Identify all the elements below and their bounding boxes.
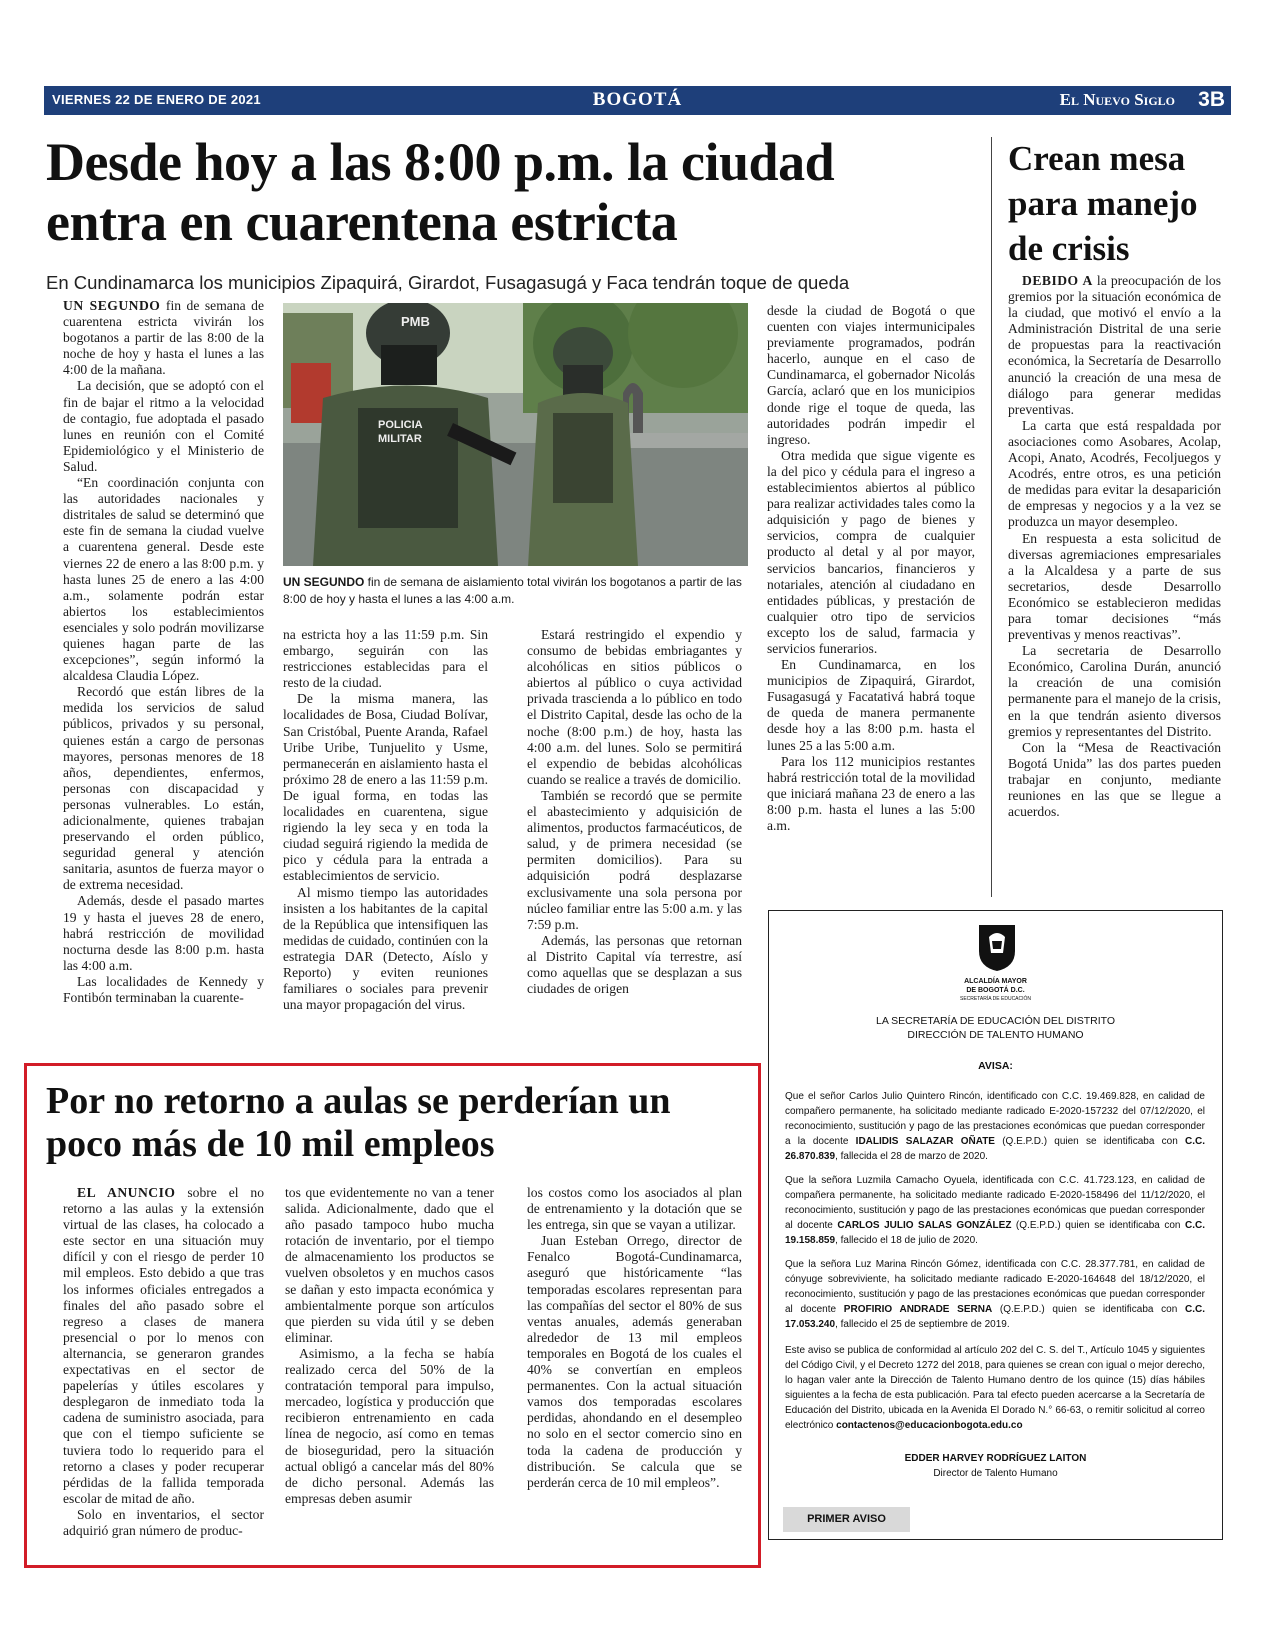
helmet-text: PMB bbox=[401, 314, 430, 329]
section-title: BOGOTÁ bbox=[592, 89, 683, 110]
main-article-column-4 bbox=[767, 303, 975, 834]
page-number: 3B bbox=[1198, 88, 1225, 111]
caption-lead: UN SEGUNDO bbox=[283, 575, 365, 589]
notice-avisa: AVISA: bbox=[978, 1060, 1013, 1072]
second-article-column-3 bbox=[527, 1185, 742, 1491]
paragraph: Asimismo, a la fecha se había realizado cerca del 50% de la contratación temporal para impulso, mercadeo, logística y producción que recibieron entrenamiento en cada línea de negocio, así como en temas de bioseguridad, pero la situación actual obligó a cancelar más del 80% de dicho personal. Además las empresas deben asumir bbox=[285, 1345, 494, 1506]
vest-text-line1: POLICIA bbox=[378, 419, 423, 431]
paragraph: Para los 112 municipios restantes habrá restricción total de la movilidad que iniciará mañana 23 de enero a las 8:00 p.m. hasta el lunes a las 5:00 a.m. bbox=[767, 753, 975, 833]
paragraph: Además, las personas que retornan al Distrito Capital vía terrestre, así como aquellas que se desplazan a sus ciudades de origen bbox=[527, 932, 742, 997]
notice-signer: EDDER HARVEY RODRÍGUEZ LAITON bbox=[904, 1453, 1087, 1464]
side-article-body bbox=[1008, 273, 1221, 820]
lead-words: UN SEGUNDO bbox=[63, 298, 161, 313]
paragraph: los costos como los asociados al plan de entrenamiento y la dotación que se les entrega, sin que se vayan a utilizar. bbox=[527, 1185, 742, 1233]
paragraph: Con la “Mesa de Reactivación Bogotá Unida” las dos partes pueden trabajar en conjunto, mediante reuniones en las que se llegue a acuerdos. bbox=[1008, 739, 1221, 820]
alcaldia-label bbox=[769, 977, 1222, 995]
paragraph: Además, desde el pasado martes 19 y hasta el jueves 28 de enero, habrá restricción de movilidad nocturna desde las 8:00 p.m. hasta las 4:00 a.m. bbox=[63, 893, 264, 973]
second-headline: Por no retorno a aulas se perderían un poco más de 10 mil empleos bbox=[46, 1080, 671, 1165]
paragraph: La carta que está respaldada por asociaciones como Asobares, Acolap, Acopi, Anato, Acodrés, Fecoljuegos y Acodrés, entre otros, es una petición de medidas para evitar la desaparición de empresas y negocios y a la vez se produzca un mayor desempleo. bbox=[1008, 417, 1221, 530]
paragraph: la preocupación de los gremios por la situación económica de la ciudad, que motivó el envío a la Administración Distrital de una serie de propuestas para la reactivación económica, la Secretaría de Desarrollo anunció la creación de una mesa de diálogo para generar medidas preventivas. bbox=[1008, 273, 1221, 417]
notice-paragraph-3: Que la señora Luz Marina Rincón Gómez, identificada con C.C. 28.377.781, en calidad de cónyuge sobreviviente, ha solicitado mediante radicado E-2020-164648 del 18/12/2020, el reconocimiento, sustitución y pago de las prestaciones económicas que puedan corresponder al docente PROFIRIO ANDRADE SERNA (Q.E.P.D.) quien se identificaba con C.C. 17.053.240, fallecido el 25 de septiembre de 2019. bbox=[785, 1259, 1205, 1330]
header-bar bbox=[44, 86, 1231, 115]
paragraph: También se recordó que se permite el abastecimiento y adquisición de alimentos, productos farmacéuticos, de salud, y de primera necesidad (se permiten domicilios). Para su adquisición podrá desplazarse exclusivamente una sola persona por núcleo familiar entre las 5:00 a.m. y las 7:59 p.m. bbox=[527, 787, 742, 932]
notice-paragraph-4: Este aviso se publica de conformidad al artículo 202 del C. S. del T., Artículo 1045 y siguientes del Código Civil, y el Decreto 1272 del 2018, para quienes se crean con igual o mejor derecho, lo hagan valer ante la Dirección de Talento Humano dentro de los quince (15) días hábiles siguientes a la fecha de esta publicación. Para tal efecto pueden acercarse a la Secretaría de Educación del Distrito, ubicada en la Avenida El Dorado N.° 66-63, o remitir solicitud al correo electrónico contactenos@educacionbogota.edu.co bbox=[785, 1345, 1205, 1431]
paragraph: na estricta hoy a las 11:59 p.m. Sin embargo, seguirán con las restricciones establecidas para el resto de la ciudad. bbox=[283, 627, 488, 691]
vest-text-line2: MILITAR bbox=[378, 433, 422, 445]
paragraph: En respuesta a esta solicitud de diversas agremiaciones empresariales a la Alcaldesa y a parte de sus secretarios, desde Desarrollo Económico se establecieron medidas para tomar decisiones “más preventivas y menos reactivas”. bbox=[1008, 530, 1221, 643]
soldiers-photo bbox=[283, 303, 748, 566]
notice-signer-title: Director de Talento Humano bbox=[933, 1468, 1058, 1479]
paragraph: tos que evidentemente no van a tener salida. Adicionalmente, dado que el año pasado tampoco hubo mucha rotación de inventario, por el tiempo de almacenamiento los productos se vuelven obsoletos y en muchos casos se dañan y esto impacta económica y ambientalmente porque son artículos que pierden su vida útil y se deben eliminar. bbox=[285, 1185, 494, 1345]
lead-words: EL ANUNCIO bbox=[77, 1185, 176, 1200]
paragraph: fin de semana de cuarentena estricta vivirán los bogotanos a partir de las 8:00 de la noche de hoy y hasta el lunes a las 4:00 de la mañana. bbox=[63, 298, 264, 378]
main-headline: Desde hoy a las 8:00 p.m. la ciudad entra en cuarentena estricta bbox=[46, 132, 835, 252]
lead-words: DEBIDO A bbox=[1022, 273, 1093, 288]
paragraph: Las localidades de Kennedy y Fontibón terminaban la cuarente- bbox=[63, 973, 264, 1006]
paragraph: Recordó que están libres de la medida los servicios de salud públicos, privados y su personal, quienes están a cargo de personas mayores, personas menores de 18 años, dependientes, enfermos, personas con discapacidad y personas vulnerables. Lo están, adicionalmente, quienes trabajan preservando el orden público, seguridad general y atención sanitaria, asuntos de fuerza mayor o de extrema necesidad. bbox=[63, 684, 264, 893]
issue-date: VIERNES 22 DE ENERO DE 2021 bbox=[52, 92, 261, 107]
paragraph: La decisión, que se adoptó con el fin de bajar el ritmo a la velocidad de contagio, fue adoptada el pasado lunes en reunión con el Comité Epidemiológico y el Ministerio de Salud. bbox=[63, 378, 264, 474]
paragraph: Solo en inventarios, el sector adquirió gran número de produc- bbox=[63, 1506, 264, 1538]
paragraph: De la misma manera, las localidades de Bosa, Ciudad Bolívar, San Cristóbal, Puente Aranda, Rafael Uribe Uribe, Tunjuelito y Usme, permanecerán en aislamiento hasta el próximo 28 de enero a las 11:59 p.m. De igual forma, en todas las localidades en cuarentena, sigue rigiendo la ley seca y en toda la ciudad seguirá rigiendo la medida de pico y cédula para la entrada a establecimientos de servicio. bbox=[283, 691, 488, 884]
column-divider bbox=[991, 137, 992, 897]
notice-email: contactenos@educacionbogota.edu.co bbox=[836, 1420, 1023, 1431]
paragraph: Otra medida que sigue vigente es la del pico y cédula para el ingreso a establecimientos abiertos al público para realizar actividades tales como la adquisición y pago de bienes y servicios, compra de cualquier producto al detal y al por mayor, servicios bancarios, financieros y notariales, atención al ciudadano en entidades públicas, y prestación de cualquier otro tipo de servicios excepto los de salud, farmacia y servicios funerarios. bbox=[767, 447, 975, 656]
paragraph: desde la ciudad de Bogotá o que cuenten con viajes intermunicipales previamente programados, podrán hacerlo, aunque en el caso de Cundinamarca, el gobernador Nicolás García, aclaró que en los municipios donde rige el toque de queda, las autoridades podrán impedir el ingreso. bbox=[767, 303, 975, 447]
paragraph: “En coordinación conjunta con las autoridades nacionales y distritales de salud se determinó que este fin de semana la ciudad vuelve a cuarentena general. Desde este viernes 22 de enero a las 8:00 p.m. y hasta lunes 25 de enero a las 4:00 a.m., solamente podrán estar abiertos los establecimientos esenciales y solo podrán movilizarse quienes hagan parte de las excepciones”, según informó la alcaldesa Claudia López. bbox=[63, 475, 264, 684]
main-subheadline: En Cundinamarca los municipios Zipaquirá, Girardot, Fusagasugá y Faca tendrán toque de queda bbox=[46, 272, 850, 293]
paragraph: La secretaria de Desarrollo Económico, Carolina Durán, anunció la creación de una comisión permanente para el manejo de la crisis, en la que tendrán asiento diversos gremios y representantes del Distrito. bbox=[1008, 643, 1221, 739]
main-article-column-1 bbox=[63, 298, 264, 1006]
official-notice bbox=[768, 910, 1223, 1540]
paragraph: En Cundinamarca, en los municipios de Zipaquirá, Girardot, Fusagasugá y Facatativá habrá toque de queda de manera permanente desde hoy a las 8:00 p.m. hasta el lunes 25 a las 5:00 a.m. bbox=[767, 657, 975, 753]
side-headline: Crean mesa para manejo de crisis bbox=[1008, 139, 1198, 268]
second-article-column-2 bbox=[285, 1185, 494, 1507]
main-article-column-2 bbox=[283, 627, 488, 1013]
notice-paragraph-2: Que la señora Luzmila Camacho Oyuela, identificada con C.C. 41.723.123, en calidad de compañera permanente, ha solicitado mediante radicado E-2020-158496 del 11/12/2020, el reconocimiento, sustitución y pago de las prestaciones económicas que puedan corresponder al docente CARLOS JULIO SALAS GONZÁLEZ (Q.E.P.D.) quien se identificaba con C.C. 19.158.859, fallecido el 18 de julio de 2020. bbox=[785, 1175, 1205, 1246]
paragraph: Al mismo tiempo las autoridades insisten a los habitantes de la capital de la República que intensifiquen las medidas de cuidado, continúen con la estrategia DAR (Detecto, Aíslo y Reporto) y eviten reuniones familiares o sociales para prevenir una mayor propagación del virus. bbox=[283, 884, 488, 1013]
alcaldia-line1: ALCALDÍA MAYOR bbox=[964, 978, 1027, 985]
photo-caption bbox=[283, 574, 753, 608]
caption-text: fin de semana de aislamiento total vivirán los bogotanos a partir de las 8:00 de hoy y hasta el lunes a las 4:00 a.m. bbox=[283, 575, 742, 606]
main-article-column-3 bbox=[527, 627, 742, 997]
first-notice-button: PRIMER AVISO bbox=[783, 1507, 910, 1532]
paragraph: Juan Esteban Orrego, director de Fenalco Bogotá-Cundinamarca, aseguró que históricamente “las temporadas escolares representan para las compañías del sector el 80% de sus ventas anuales, además generaban alrededor de 13 mil empleos temporales en Bogotá de los cuales el 40% se convertían en empleos permanentes. Con la actual situación vamos dos temporadas escolares perdidas, ahondando en el desempleo no solo en el sector comercio sino en toda la cadena de producción y distribución. Se calcula que se perderán cerca de 10 mil empleos”. bbox=[527, 1233, 742, 1490]
notice-paragraph-1: Que el señor Carlos Julio Quintero Rincón, identificado con C.C. 19.469.828, en calidad de compañero permanente, ha solicitado mediante radicado E-2020-157232 del 07/12/2020, el reconocimiento, sustitución y pago de las prestaciones económicas que puedan corresponder a la docente IDALIDIS SALAZAR OÑATE (Q.E.P.D.) quien se identificaba con C.C. 26.870.839, fallecida el 28 de marzo de 2020. bbox=[785, 1091, 1205, 1162]
paragraph: Estará restringido el expendio y consumo de bebidas embriagantes y alcohólicas en sitios públicos o abiertos al público o cuya actividad privada trascienda a lo público en todo el Distrito Capital, desde las ocho de la noche (8:00 p.m.) de hoy, hasta las 4:00 a.m. del lunes. Solo se permitirá el expendio de bebidas alcohólicas cuando se realice a través de domicilio. bbox=[527, 627, 742, 787]
alcaldia-line2: DE BOGOTÁ D.C. bbox=[966, 987, 1025, 994]
notice-subtitle: DIRECCIÓN DE TALENTO HUMANO bbox=[907, 1029, 1084, 1041]
notice-title: LA SECRETARÍA DE EDUCACIÓN DEL DISTRITO bbox=[875, 1015, 1116, 1027]
secretaria-small: SECRETARÍA DE EDUCACIÓN bbox=[959, 996, 1032, 1002]
bogota-crest-icon bbox=[977, 923, 1017, 973]
newspaper-name: El Nuevo Siglo bbox=[1059, 90, 1175, 109]
second-article-column-1 bbox=[63, 1185, 264, 1539]
paragraph: sobre el no retorno a las aulas y la extensión virtual de las clases, ha colocado a este sector en una situación muy difícil y con el riesgo de perder 10 mil empleos. Esto debido a que tras los informes oficiales entregados a finales del año pasado sobre el regreso a clases de manera presencial o por lo menos con alternancia, se generaron grandes expectativas en el sector de papelerías y útiles escolares y desplegaron de inmediato toda la cadena de suministro asociada, para que con el tiempo suficiente se tuviera todo lo requerido para el retorno a clases y poder recuperar pérdidas de la fallida temporada escolar de mitad de año. bbox=[63, 1185, 265, 1506]
